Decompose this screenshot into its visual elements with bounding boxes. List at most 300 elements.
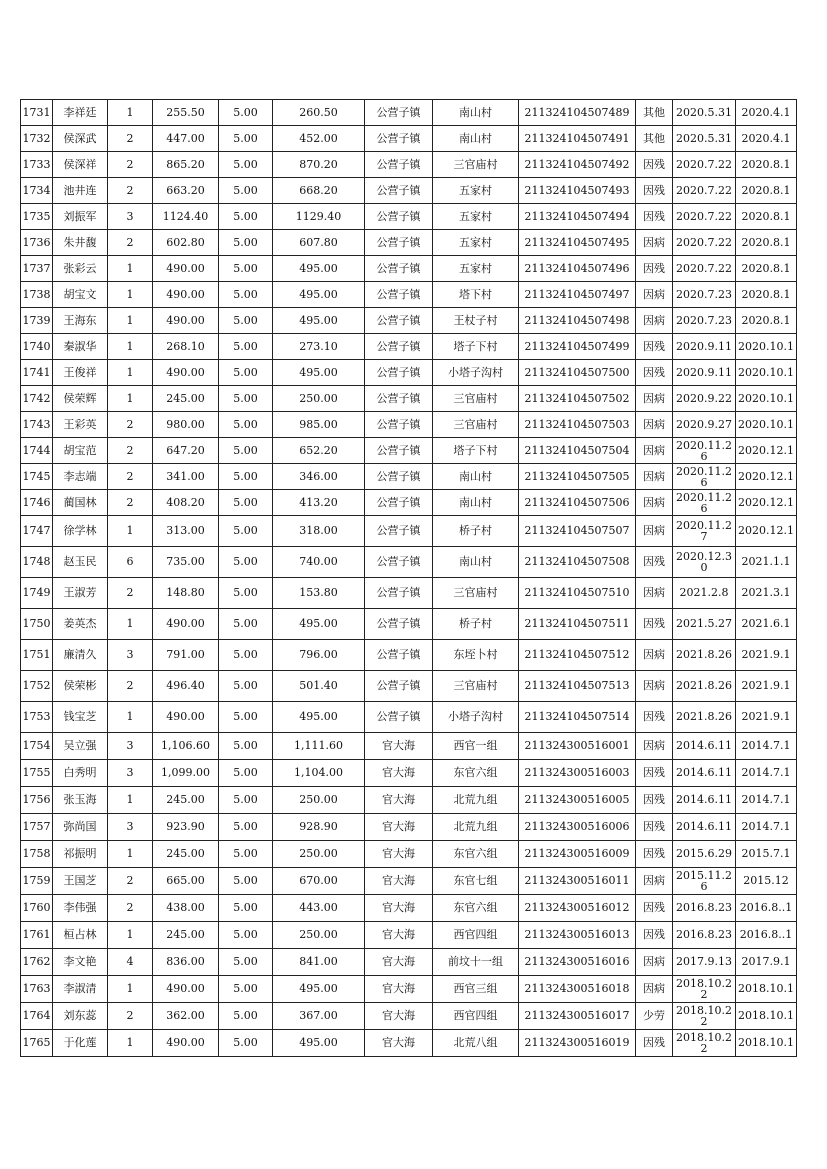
town-cell: 官大海	[365, 814, 433, 841]
start-date-cell: 2014.7.1	[736, 787, 797, 814]
table-row	[21, 640, 797, 671]
town-cell: 公营子镇	[365, 282, 433, 308]
name-cell: 侯深武	[53, 126, 108, 152]
approval-date-cell: 2014.6.11	[673, 787, 736, 814]
town-cell: 公营子镇	[365, 152, 433, 178]
town-cell: 官大海	[365, 1003, 433, 1030]
household-size-cell: 3	[108, 204, 153, 230]
name-cell: 王海东	[53, 308, 108, 334]
reason-cell: 其他	[636, 126, 673, 152]
total-amount-cell: 652.20	[273, 438, 365, 464]
household-size-cell: 2	[108, 438, 153, 464]
supplement-cell: 5.00	[219, 547, 273, 578]
reason-cell: 因残	[636, 841, 673, 868]
village-cell: 三官庙村	[433, 152, 519, 178]
start-date-cell: 2020.10.1	[736, 334, 797, 360]
approval-date-cell: 2020.11.26	[673, 490, 736, 516]
village-cell: 三官庙村	[433, 578, 519, 609]
start-date-cell: 2020.8.1	[736, 256, 797, 282]
town-cell: 官大海	[365, 976, 433, 1003]
id-number-cell: 211324104507513	[519, 671, 636, 702]
base-amount-cell: 245.00	[153, 787, 219, 814]
total-amount-cell: 870.20	[273, 152, 365, 178]
village-cell: 小塔子沟村	[433, 702, 519, 733]
total-amount-cell: 495.00	[273, 360, 365, 386]
start-date-cell: 2018.10.1	[736, 1030, 797, 1057]
household-size-cell: 2	[108, 126, 153, 152]
base-amount-cell: 1,106.60	[153, 733, 219, 760]
name-cell: 李文艳	[53, 949, 108, 976]
table-body	[21, 100, 797, 1057]
town-cell: 官大海	[365, 1030, 433, 1057]
reason-cell: 因病	[636, 516, 673, 547]
base-amount-cell: 496.40	[153, 671, 219, 702]
reason-cell: 因病	[636, 386, 673, 412]
serial-number-cell: 1764	[21, 1003, 53, 1030]
town-cell: 官大海	[365, 733, 433, 760]
reason-cell: 因病	[636, 282, 673, 308]
approval-date-cell: 2020.7.22	[673, 204, 736, 230]
town-cell: 官大海	[365, 922, 433, 949]
reason-cell: 因病	[636, 671, 673, 702]
serial-number-cell: 1760	[21, 895, 53, 922]
approval-date-cell: 2015.11.26	[673, 868, 736, 895]
village-cell: 东官六组	[433, 760, 519, 787]
approval-date-cell: 2021.2.8	[673, 578, 736, 609]
table-row	[21, 578, 797, 609]
table-row	[21, 334, 797, 360]
serial-number-cell: 1755	[21, 760, 53, 787]
table-row	[21, 922, 797, 949]
supplement-cell: 5.00	[219, 126, 273, 152]
supplement-cell: 5.00	[219, 256, 273, 282]
serial-number-cell: 1750	[21, 609, 53, 640]
approval-date-cell: 2020.7.23	[673, 308, 736, 334]
start-date-cell: 2021.3.1	[736, 578, 797, 609]
base-amount-cell: 665.00	[153, 868, 219, 895]
serial-number-cell: 1744	[21, 438, 53, 464]
village-cell: 西官三组	[433, 976, 519, 1003]
serial-number-cell: 1746	[21, 490, 53, 516]
base-amount-cell: 735.00	[153, 547, 219, 578]
total-amount-cell: 668.20	[273, 178, 365, 204]
reason-cell: 因病	[636, 976, 673, 1003]
serial-number-cell: 1736	[21, 230, 53, 256]
base-amount-cell: 268.10	[153, 334, 219, 360]
start-date-cell: 2020.8.1	[736, 178, 797, 204]
village-cell: 前坟十一组	[433, 949, 519, 976]
approval-date-cell: 2020.11.27	[673, 516, 736, 547]
supplement-cell: 5.00	[219, 464, 273, 490]
household-size-cell: 3	[108, 814, 153, 841]
village-cell: 南山村	[433, 126, 519, 152]
town-cell: 官大海	[365, 868, 433, 895]
base-amount-cell: 490.00	[153, 282, 219, 308]
base-amount-cell: 647.20	[153, 438, 219, 464]
id-number-cell: 211324104507511	[519, 609, 636, 640]
name-cell: 朱井馥	[53, 230, 108, 256]
id-number-cell: 211324104507506	[519, 490, 636, 516]
base-amount-cell: 245.00	[153, 841, 219, 868]
serial-number-cell: 1761	[21, 922, 53, 949]
village-cell: 北荒九组	[433, 787, 519, 814]
approval-date-cell: 2018.10.22	[673, 976, 736, 1003]
total-amount-cell: 796.00	[273, 640, 365, 671]
id-number-cell: 211324300516019	[519, 1030, 636, 1057]
id-number-cell: 211324300516005	[519, 787, 636, 814]
base-amount-cell: 836.00	[153, 949, 219, 976]
serial-number-cell: 1742	[21, 386, 53, 412]
supplement-cell: 5.00	[219, 671, 273, 702]
start-date-cell: 2014.7.1	[736, 760, 797, 787]
serial-number-cell: 1753	[21, 702, 53, 733]
village-cell: 东官七组	[433, 868, 519, 895]
id-number-cell: 211324104507495	[519, 230, 636, 256]
start-date-cell: 2020.8.1	[736, 308, 797, 334]
table-row	[21, 949, 797, 976]
table-row	[21, 386, 797, 412]
id-number-cell: 211324300516009	[519, 841, 636, 868]
name-cell: 王国芝	[53, 868, 108, 895]
base-amount-cell: 490.00	[153, 1030, 219, 1057]
table-row	[21, 814, 797, 841]
approval-date-cell: 2016.8.23	[673, 895, 736, 922]
town-cell: 官大海	[365, 895, 433, 922]
name-cell: 刘振军	[53, 204, 108, 230]
reason-cell: 因残	[636, 609, 673, 640]
reason-cell: 因残	[636, 922, 673, 949]
base-amount-cell: 362.00	[153, 1003, 219, 1030]
table-row	[21, 490, 797, 516]
table-row	[21, 464, 797, 490]
name-cell: 胡宝文	[53, 282, 108, 308]
table-row	[21, 1003, 797, 1030]
town-cell: 官大海	[365, 787, 433, 814]
approval-date-cell: 2021.8.26	[673, 671, 736, 702]
serial-number-cell: 1741	[21, 360, 53, 386]
base-amount-cell: 148.80	[153, 578, 219, 609]
serial-number-cell: 1737	[21, 256, 53, 282]
id-number-cell: 211324300516016	[519, 949, 636, 976]
name-cell: 李祥廷	[53, 100, 108, 126]
village-cell: 塔子下村	[433, 438, 519, 464]
total-amount-cell: 495.00	[273, 702, 365, 733]
approval-date-cell: 2021.8.26	[673, 702, 736, 733]
id-number-cell: 211324104507499	[519, 334, 636, 360]
total-amount-cell: 607.80	[273, 230, 365, 256]
town-cell: 公营子镇	[365, 490, 433, 516]
town-cell: 公营子镇	[365, 702, 433, 733]
name-cell: 张玉海	[53, 787, 108, 814]
town-cell: 公营子镇	[365, 609, 433, 640]
village-cell: 东官六组	[433, 841, 519, 868]
household-size-cell: 1	[108, 256, 153, 282]
household-size-cell: 2	[108, 464, 153, 490]
town-cell: 公营子镇	[365, 334, 433, 360]
base-amount-cell: 341.00	[153, 464, 219, 490]
town-cell: 公营子镇	[365, 464, 433, 490]
approval-date-cell: 2020.12.30	[673, 547, 736, 578]
supplement-cell: 5.00	[219, 814, 273, 841]
id-number-cell: 211324104507494	[519, 204, 636, 230]
start-date-cell: 2020.12.1	[736, 490, 797, 516]
supplement-cell: 5.00	[219, 976, 273, 1003]
supplement-cell: 5.00	[219, 733, 273, 760]
serial-number-cell: 1740	[21, 334, 53, 360]
supplement-cell: 5.00	[219, 490, 273, 516]
name-cell: 侯荣彬	[53, 671, 108, 702]
base-amount-cell: 447.00	[153, 126, 219, 152]
approval-date-cell: 2020.11.26	[673, 438, 736, 464]
start-date-cell: 2020.8.1	[736, 230, 797, 256]
id-number-cell: 211324104507505	[519, 464, 636, 490]
start-date-cell: 2020.10.1	[736, 360, 797, 386]
town-cell: 公营子镇	[365, 100, 433, 126]
base-amount-cell: 490.00	[153, 256, 219, 282]
table-row	[21, 787, 797, 814]
reason-cell: 因残	[636, 178, 673, 204]
village-cell: 南山村	[433, 547, 519, 578]
reason-cell: 因病	[636, 490, 673, 516]
total-amount-cell: 495.00	[273, 308, 365, 334]
town-cell: 公营子镇	[365, 671, 433, 702]
supplement-cell: 5.00	[219, 760, 273, 787]
name-cell: 李志端	[53, 464, 108, 490]
name-cell: 蔺国林	[53, 490, 108, 516]
supplement-cell: 5.00	[219, 895, 273, 922]
table-row	[21, 230, 797, 256]
household-size-cell: 1	[108, 1030, 153, 1057]
approval-date-cell: 2021.5.27	[673, 609, 736, 640]
town-cell: 官大海	[365, 949, 433, 976]
total-amount-cell: 670.00	[273, 868, 365, 895]
supplement-cell: 5.00	[219, 438, 273, 464]
start-date-cell: 2020.4.1	[736, 126, 797, 152]
household-size-cell: 2	[108, 1003, 153, 1030]
town-cell: 公营子镇	[365, 178, 433, 204]
approval-date-cell: 2020.11.26	[673, 464, 736, 490]
total-amount-cell: 495.00	[273, 256, 365, 282]
approval-date-cell: 2020.5.31	[673, 100, 736, 126]
total-amount-cell: 443.00	[273, 895, 365, 922]
town-cell: 公营子镇	[365, 386, 433, 412]
village-cell: 桥子村	[433, 516, 519, 547]
table-row	[21, 256, 797, 282]
total-amount-cell: 495.00	[273, 609, 365, 640]
name-cell: 王俊祥	[53, 360, 108, 386]
serial-number-cell: 1749	[21, 578, 53, 609]
serial-number-cell: 1732	[21, 126, 53, 152]
household-size-cell: 2	[108, 490, 153, 516]
town-cell: 官大海	[365, 841, 433, 868]
household-size-cell: 6	[108, 547, 153, 578]
total-amount-cell: 367.00	[273, 1003, 365, 1030]
total-amount-cell: 250.00	[273, 841, 365, 868]
total-amount-cell: 250.00	[273, 787, 365, 814]
start-date-cell: 2014.7.1	[736, 814, 797, 841]
household-size-cell: 1	[108, 360, 153, 386]
serial-number-cell: 1756	[21, 787, 53, 814]
name-cell: 桓占林	[53, 922, 108, 949]
name-cell: 钱宝芝	[53, 702, 108, 733]
start-date-cell: 2021.6.1	[736, 609, 797, 640]
name-cell: 李淑清	[53, 976, 108, 1003]
name-cell: 廉清久	[53, 640, 108, 671]
table-row	[21, 609, 797, 640]
approval-date-cell: 2020.9.11	[673, 334, 736, 360]
village-cell: 三官庙村	[433, 412, 519, 438]
table-row	[21, 547, 797, 578]
total-amount-cell: 495.00	[273, 976, 365, 1003]
supplement-cell: 5.00	[219, 334, 273, 360]
household-size-cell: 2	[108, 868, 153, 895]
serial-number-cell: 1759	[21, 868, 53, 895]
serial-number-cell: 1762	[21, 949, 53, 976]
village-cell: 三官庙村	[433, 386, 519, 412]
serial-number-cell: 1733	[21, 152, 53, 178]
total-amount-cell: 452.00	[273, 126, 365, 152]
town-cell: 公营子镇	[365, 308, 433, 334]
approval-date-cell: 2014.6.11	[673, 733, 736, 760]
supplement-cell: 5.00	[219, 787, 273, 814]
household-size-cell: 1	[108, 308, 153, 334]
village-cell: 西官四组	[433, 1003, 519, 1030]
reason-cell: 因病	[636, 308, 673, 334]
village-cell: 东官六组	[433, 895, 519, 922]
table-row	[21, 412, 797, 438]
table-row	[21, 1030, 797, 1057]
household-size-cell: 2	[108, 152, 153, 178]
village-cell: 南山村	[433, 100, 519, 126]
reason-cell: 因残	[636, 787, 673, 814]
base-amount-cell: 923.90	[153, 814, 219, 841]
household-size-cell: 1	[108, 702, 153, 733]
household-size-cell: 3	[108, 640, 153, 671]
approval-date-cell: 2021.8.26	[673, 640, 736, 671]
approval-date-cell: 2014.6.11	[673, 814, 736, 841]
approval-date-cell: 2018.10.22	[673, 1003, 736, 1030]
supplement-cell: 5.00	[219, 412, 273, 438]
reason-cell: 因病	[636, 949, 673, 976]
household-size-cell: 2	[108, 671, 153, 702]
supplement-cell: 5.00	[219, 386, 273, 412]
total-amount-cell: 740.00	[273, 547, 365, 578]
table-row	[21, 841, 797, 868]
village-cell: 小塔子沟村	[433, 360, 519, 386]
start-date-cell: 2020.8.1	[736, 152, 797, 178]
base-amount-cell: 490.00	[153, 308, 219, 334]
approval-date-cell: 2015.6.29	[673, 841, 736, 868]
table-row	[21, 152, 797, 178]
reason-cell: 因残	[636, 204, 673, 230]
table-row	[21, 733, 797, 760]
start-date-cell: 2020.8.1	[736, 204, 797, 230]
reason-cell: 因残	[636, 256, 673, 282]
start-date-cell: 2020.10.1	[736, 412, 797, 438]
village-cell: 五家村	[433, 256, 519, 282]
serial-number-cell: 1739	[21, 308, 53, 334]
village-cell: 西官一组	[433, 733, 519, 760]
id-number-cell: 211324300516018	[519, 976, 636, 1003]
supplement-cell: 5.00	[219, 360, 273, 386]
base-amount-cell: 313.00	[153, 516, 219, 547]
name-cell: 徐学林	[53, 516, 108, 547]
household-size-cell: 2	[108, 230, 153, 256]
table-row	[21, 702, 797, 733]
name-cell: 赵玉民	[53, 547, 108, 578]
base-amount-cell: 245.00	[153, 922, 219, 949]
serial-number-cell: 1748	[21, 547, 53, 578]
supplement-cell: 5.00	[219, 282, 273, 308]
base-amount-cell: 1124.40	[153, 204, 219, 230]
table-row	[21, 360, 797, 386]
approval-date-cell: 2020.7.22	[673, 230, 736, 256]
household-size-cell: 2	[108, 178, 153, 204]
base-amount-cell: 980.00	[153, 412, 219, 438]
village-cell: 三官庙村	[433, 671, 519, 702]
base-amount-cell: 490.00	[153, 609, 219, 640]
start-date-cell: 2018.10.1	[736, 976, 797, 1003]
supplement-cell: 5.00	[219, 578, 273, 609]
serial-number-cell: 1743	[21, 412, 53, 438]
household-size-cell: 1	[108, 282, 153, 308]
total-amount-cell: 928.90	[273, 814, 365, 841]
supplement-cell: 5.00	[219, 178, 273, 204]
household-size-cell: 3	[108, 733, 153, 760]
supplement-cell: 5.00	[219, 1030, 273, 1057]
serial-number-cell: 1763	[21, 976, 53, 1003]
reason-cell: 因残	[636, 547, 673, 578]
start-date-cell: 2021.9.1	[736, 640, 797, 671]
household-size-cell: 4	[108, 949, 153, 976]
name-cell: 王淑芳	[53, 578, 108, 609]
base-amount-cell: 255.50	[153, 100, 219, 126]
total-amount-cell: 260.50	[273, 100, 365, 126]
approval-date-cell: 2020.9.22	[673, 386, 736, 412]
id-number-cell: 211324300516001	[519, 733, 636, 760]
approval-date-cell: 2020.9.11	[673, 360, 736, 386]
base-amount-cell: 791.00	[153, 640, 219, 671]
household-size-cell: 2	[108, 578, 153, 609]
table-row	[21, 976, 797, 1003]
town-cell: 公营子镇	[365, 204, 433, 230]
base-amount-cell: 438.00	[153, 895, 219, 922]
total-amount-cell: 495.00	[273, 1030, 365, 1057]
base-amount-cell: 602.80	[153, 230, 219, 256]
reason-cell: 因病	[636, 438, 673, 464]
table-row	[21, 868, 797, 895]
id-number-cell: 211324104507512	[519, 640, 636, 671]
village-cell: 北荒八组	[433, 1030, 519, 1057]
start-date-cell: 2020.8.1	[736, 282, 797, 308]
id-number-cell: 211324104507508	[519, 547, 636, 578]
name-cell: 于化莲	[53, 1030, 108, 1057]
name-cell: 池井连	[53, 178, 108, 204]
reason-cell: 因残	[636, 360, 673, 386]
supplement-cell: 5.00	[219, 230, 273, 256]
start-date-cell: 2016.8..1	[736, 895, 797, 922]
household-size-cell: 1	[108, 609, 153, 640]
id-number-cell: 211324104507492	[519, 152, 636, 178]
approval-date-cell: 2020.7.23	[673, 282, 736, 308]
name-cell: 张彩云	[53, 256, 108, 282]
town-cell: 公营子镇	[365, 126, 433, 152]
total-amount-cell: 318.00	[273, 516, 365, 547]
village-cell: 北荒九组	[433, 814, 519, 841]
table-row	[21, 100, 797, 126]
table-row	[21, 282, 797, 308]
name-cell: 李伟强	[53, 895, 108, 922]
